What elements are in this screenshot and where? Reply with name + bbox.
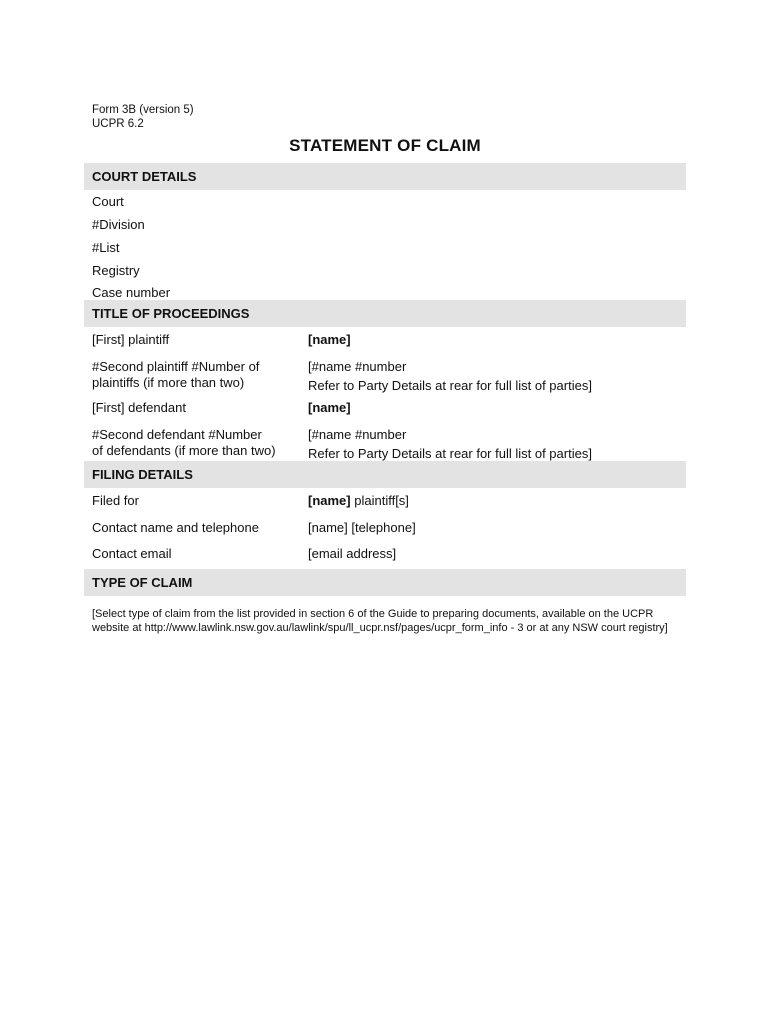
court-label: Court	[92, 194, 124, 209]
case-number-label: Case number	[92, 285, 171, 300]
second-defendant-value-line1: [#name #number	[308, 427, 407, 442]
second-plaintiff-label-line2: plaintiffs (if more than two)	[92, 375, 245, 390]
form-meta	[92, 103, 194, 131]
second-plaintiff-label	[92, 359, 259, 391]
second-defendant-value-line2: Refer to Party Details at rear for full list of parties]	[308, 446, 592, 461]
first-defendant-label: [First] defendant	[92, 400, 186, 415]
court-details-heading: COURT DETAILS	[84, 163, 686, 190]
list-label: #List	[92, 240, 120, 255]
contact-label: Contact name and telephone	[92, 520, 259, 535]
form-number: Form 3B (version 5)	[92, 104, 194, 116]
first-plaintiff-label: [First] plaintiff	[92, 332, 170, 347]
filed-for-party: plaintiff[s]	[350, 493, 409, 508]
filed-for-value	[308, 491, 409, 510]
first-defendant-value: [name]	[308, 400, 351, 415]
filing-details-heading: FILING DETAILS	[84, 461, 686, 488]
division-label: #Division	[92, 217, 145, 232]
email-label: Contact email	[92, 546, 172, 561]
type-of-claim-instructions: [Select type of claim from the list provided in section 6 of the Guide to preparing documents, available on the UCPR website at http://www.lawlink.nsw.gov.au/lawlink/spu/ll_ucpr.nsf/pages/ucpr_form_info - 3 or at any NSW court registry]	[92, 608, 668, 634]
type-of-claim-heading: TYPE OF CLAIM	[84, 569, 686, 596]
second-defendant-label-line2: of defendants (if more than two)	[92, 443, 276, 458]
registry-label: Registry	[92, 263, 140, 278]
form-rule: UCPR 6.2	[92, 118, 144, 130]
second-plaintiff-value-line1: [#name #number	[308, 359, 407, 374]
second-plaintiff-value	[308, 357, 592, 395]
first-plaintiff-value: [name]	[308, 332, 351, 347]
email-value: [email address]	[308, 546, 397, 561]
second-plaintiff-value-line2: Refer to Party Details at rear for full list of parties]	[308, 378, 592, 393]
filed-for-name: [name]	[308, 493, 351, 508]
second-defendant-label-line1: #Second defendant #Number	[92, 427, 262, 442]
second-plaintiff-label-line1: #Second plaintiff #Number of	[92, 359, 260, 374]
second-defendant-value	[308, 425, 592, 463]
title-of-proceedings-heading: TITLE OF PROCEEDINGS	[84, 300, 686, 327]
contact-value: [name] [telephone]	[308, 520, 416, 535]
page-title: STATEMENT OF CLAIM	[289, 136, 481, 155]
filed-for-label: Filed for	[92, 493, 139, 508]
second-defendant-label	[92, 427, 276, 459]
